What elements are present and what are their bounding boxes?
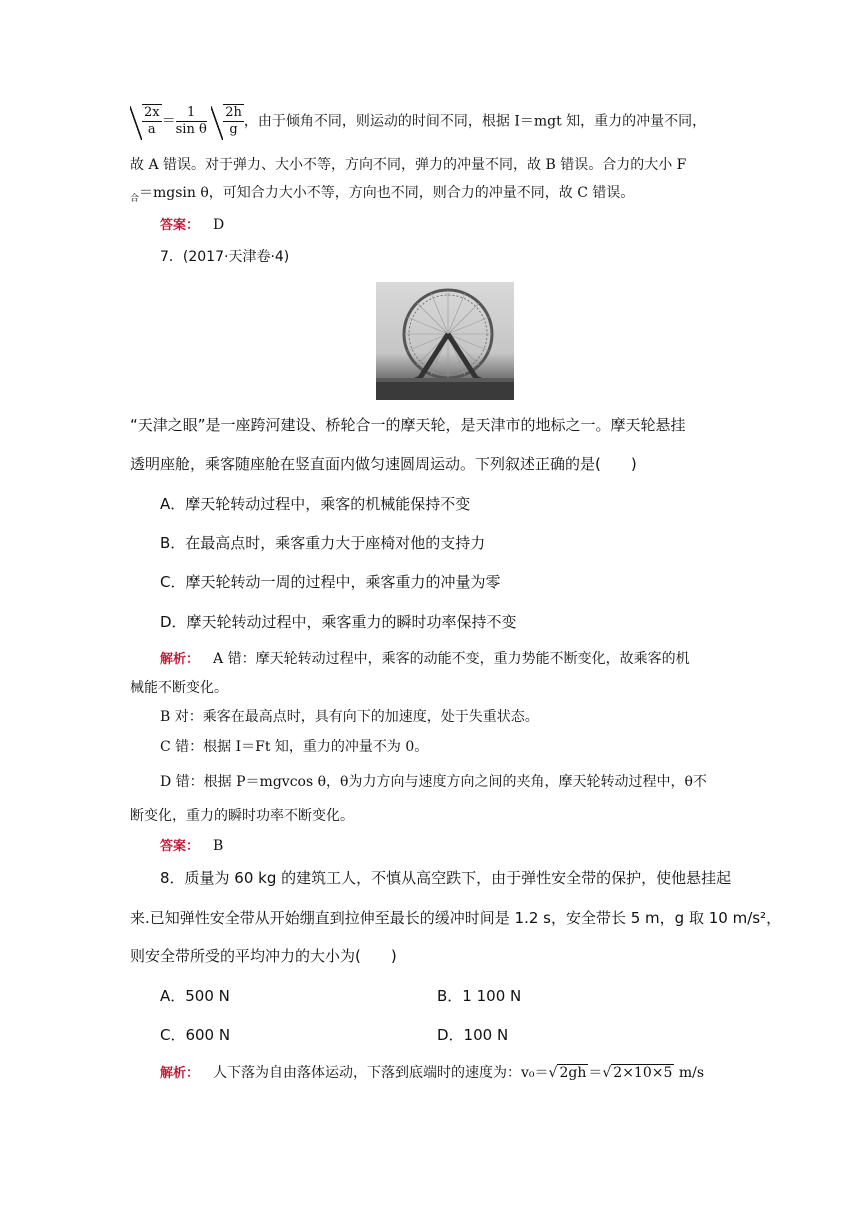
- formula-line: [130, 104, 706, 138]
- sqrt-symbol: [211, 104, 244, 138]
- question-stem: “天津之眼”是一座跨河建设、桥轮合一的摩天轮，是天津市的地标之一。摩天轮悬挂: [130, 416, 686, 434]
- question-stem: 则安全带所受的平均冲力的大小为( ): [130, 947, 397, 965]
- analysis-text: 械能不断变化。: [130, 680, 228, 696]
- sqrt-content: 2gh: [559, 1065, 587, 1081]
- analysis-text: 故 A 错误。对于弹力、大小不等，方向不同，弹力的冲量不同，故 B 错误。合力的大小 F: [130, 157, 687, 173]
- option-b: B．在最高点时，乘客重力大于座椅对他的支持力: [160, 534, 486, 552]
- option-c: C．摩天轮转动一周的过程中，乘客重力的冲量为零: [160, 573, 501, 591]
- unit: m/s: [678, 1065, 705, 1081]
- question-stem: 透明座舱，乘客随座舱在竖直面内做匀速圆周运动。下列叙述正确的是( ): [130, 455, 637, 473]
- option-a: A．摩天轮转动过程中，乘客的机械能保持不变: [160, 495, 471, 513]
- ferris-wheel-icon: [376, 282, 514, 400]
- analysis-text: 人下落为自由落体运动，下落到底端时的速度为：v₀＝: [213, 1065, 549, 1081]
- question-stem: 8．质量为 60 kg 的建筑工人，不慎从高空跌下，由于弹性安全带的保护，使他悬挂起: [160, 869, 732, 887]
- analysis-line: [160, 648, 690, 668]
- ferris-wheel-photo: [376, 282, 514, 400]
- question-stem: 来.已知弹性安全带从开始绷直到拉伸至最长的缓冲时间是 1.2 s，安全带长 5 m，g 取 10 m/s²，: [130, 909, 782, 927]
- option-d: D．100 N: [437, 1026, 509, 1044]
- analysis-text-body: ＝mgsin θ，可知合力大小不等，方向也不同，则合力的冲量不同，故 C 错误。: [139, 185, 635, 201]
- option-a: A．500 N: [160, 987, 230, 1005]
- analysis-text: 断变化，重力的瞬时功率不断变化。: [130, 808, 354, 824]
- fraction-numerator: 2x: [144, 105, 160, 120]
- question-number: 7．(2017·天津卷·4): [160, 249, 290, 265]
- answer-value: D: [213, 217, 225, 233]
- sqrt-symbol: [130, 104, 162, 138]
- option-d: D．摩天轮转动过程中，乘客重力的瞬时功率保持不变: [160, 613, 517, 631]
- fraction-numerator: 1: [176, 105, 207, 122]
- equals-sign: ＝: [588, 1065, 603, 1081]
- fraction-denominator: a: [147, 122, 156, 137]
- fraction-numerator: 2h: [225, 105, 242, 120]
- equals-sign: ＝: [161, 113, 176, 130]
- analysis-text: B 对：乘客在最高点时，具有向下的加速度，处于失重状态。: [160, 709, 539, 725]
- answer-label: 答案：: [160, 839, 200, 854]
- answer-label: 答案：: [160, 218, 200, 233]
- sqrt-content: 2×10×5: [613, 1065, 673, 1081]
- answer-line: [160, 214, 224, 233]
- answer-line: [160, 835, 223, 854]
- subscript: 合: [130, 193, 140, 204]
- option-c: C．600 N: [160, 1026, 231, 1044]
- analysis-text: A 错：摩天轮转动过程中，乘客的动能不变，重力势能不断变化，故乘客的机: [213, 651, 690, 667]
- analysis-line: 解析： 人下落为自由落体运动，下落到底端时的速度为：v₀＝√ 2gh ＝√ 2×10×5 m/s: [160, 1065, 705, 1081]
- fraction-denominator: g: [229, 122, 238, 137]
- answer-value: B: [213, 838, 224, 854]
- analysis-text: C 错：根据 I＝Ft 知，重力的冲量不为 0。: [160, 739, 429, 755]
- analysis-label: 解析：: [160, 1066, 200, 1081]
- analysis-text: [130, 182, 634, 204]
- formula-text: ，由于倾角不同，则运动的时间不同，根据 I＝mgt 知，重力的冲量不同，: [243, 113, 707, 130]
- option-b: B．1 100 N: [437, 987, 522, 1005]
- analysis-label: 解析：: [160, 652, 200, 667]
- fraction-denominator: sin θ: [175, 122, 207, 137]
- analysis-text: D 错：根据 P＝mgvcos θ，θ为力方向与速度方向之间的夹角，摩天轮转动过程中，θ不: [160, 774, 707, 790]
